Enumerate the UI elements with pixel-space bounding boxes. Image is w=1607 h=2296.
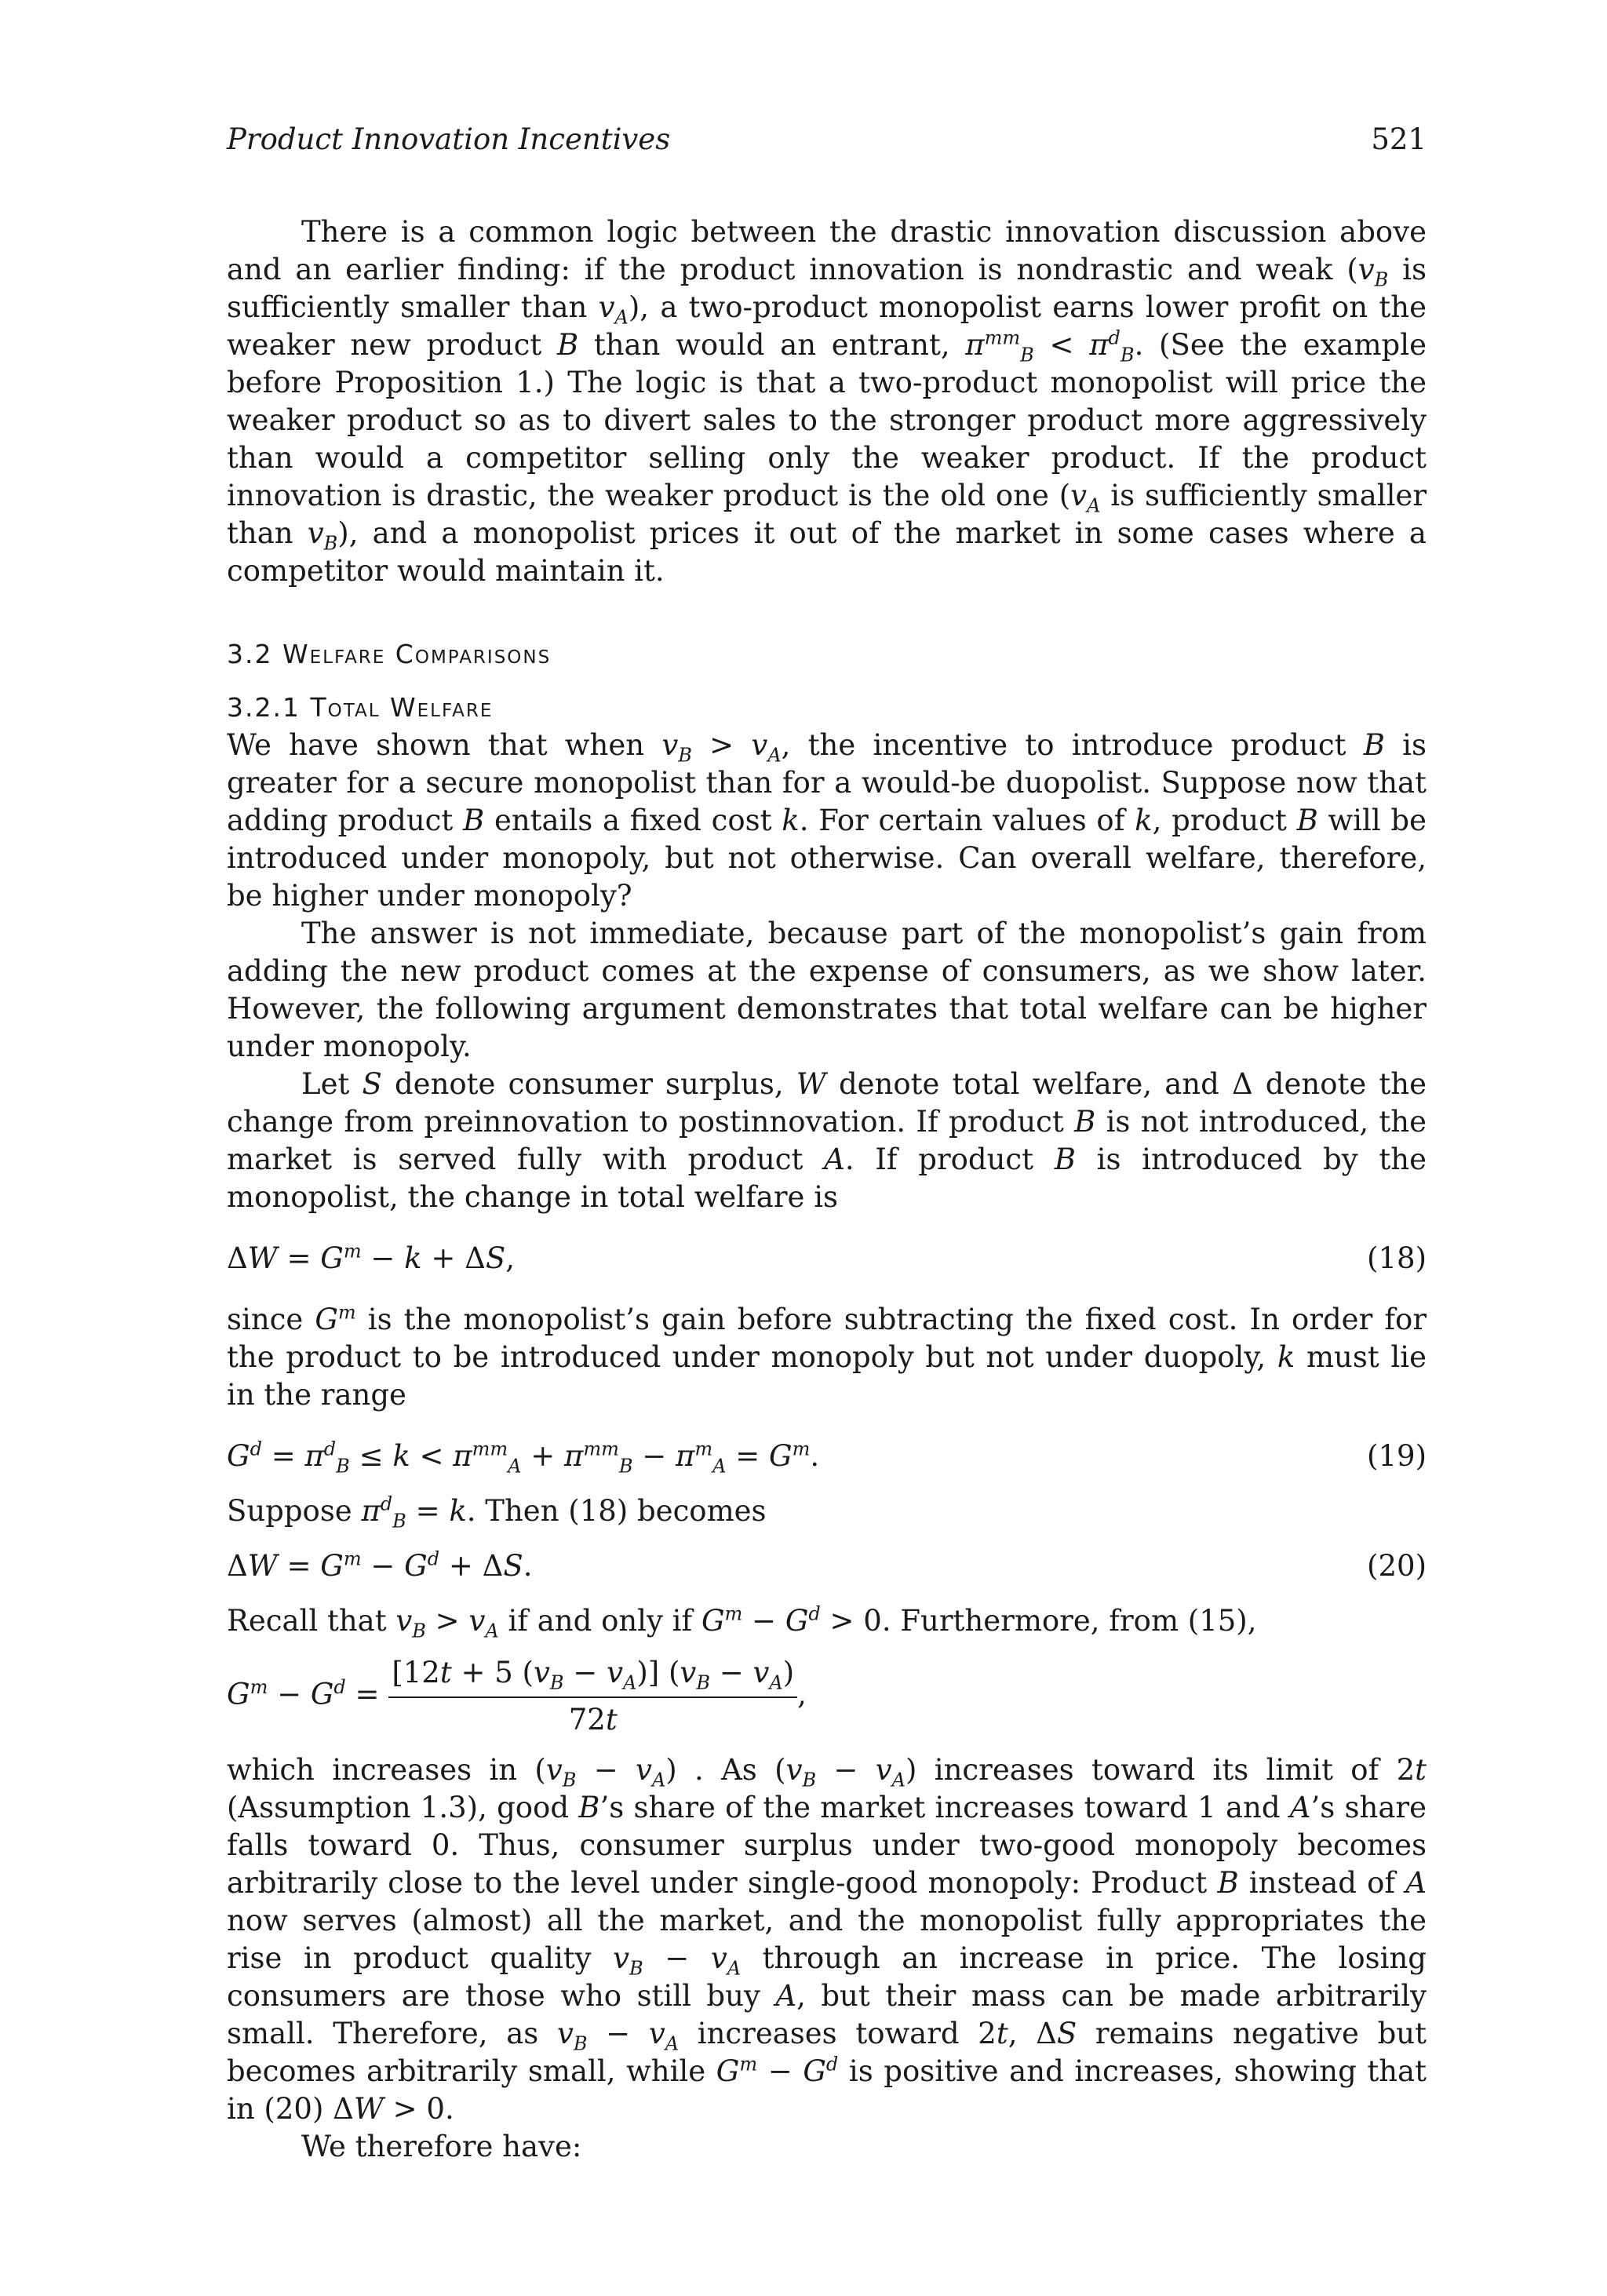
page-number: 521	[1371, 122, 1427, 156]
paragraph-definitions: Let S denote consumer surplus, W denote total welfare, and Δ denote the change from preinnovation to postinnovation. If product B is not introduced, the market is served fully with product A. If product B is introduced by the monopolist, the change in total welfare is	[227, 1067, 1427, 1214]
section-heading-3-2: 3.2 Welfare Comparisons	[227, 639, 552, 669]
paragraph-therefore: We therefore have:	[301, 2130, 582, 2163]
equation-number-19: (19)	[1367, 1439, 1427, 1473]
equation-number-18: (18)	[1367, 1241, 1427, 1275]
paragraph-answer: The answer is not immediate, because part of the monopolist’s gain from adding the new product comes at the expense of consumers, as we show later. However, the following argument demonstrates that total welfare can be higher under monopoly.	[227, 917, 1427, 1063]
body-text	[227, 213, 1427, 2166]
fraction: $\frac{[12t + 5 (v_B - v_A)] (v_B - v_A)}{72t}$	[388, 1654, 797, 1739]
running-title: Product Innovation Incentives	[227, 122, 671, 156]
equation-number-20: (20)	[1367, 1549, 1427, 1583]
section-heading-3-2-1: 3.2.1 Total Welfare	[227, 692, 494, 723]
paragraph-which-increases: which increases in $(v_B - v_A)$ . As $(v_B - v_A)$ increases toward its limit of 2t (Assumption 1.3), good B’s share of the market increases toward 1 and A’s share falls toward 0. Thus, consumer surplus under two-good monopoly becomes arbitrarily close to the level under single-good monopoly: Product B instead of A now serves (almost) all the market, and the monopolist fully appropriates the rise in product quality $v_B - v_A$ through an increase in price. The losing consumers are those who still buy A, but their mass can be made arbitrarily small. Therefore, as $v_B - v_A$ increases toward 2t, ΔS remains negative but becomes arbitrarily small, while $G^m - G^d$ is positive and increases, showing that in (20) ΔW > 0.	[227, 1753, 1427, 2126]
equation-gain-difference: $G^m - G^d$ = $\frac{[12t + 5 (v_B - v_A)] (v_B - v_A)}{72t}$ ,	[227, 1654, 1427, 1739]
paragraph-total-welfare-intro: We have shown that when $v_B > v_A$, the incentive to introduce product B is greater for a secure monopolist than for a would-be duopolist. Suppose now that adding product B entails a fixed cost k. For certain values of k, product B will be introduced under monopoly, but not otherwise. Can overall welfare, therefore, be higher under monopoly?	[227, 728, 1427, 913]
running-header	[227, 122, 1427, 156]
paragraph-suppose: Suppose $\pi^d_B = k$. Then (18) becomes	[227, 1492, 767, 1532]
equation-20: $\Delta W = G^m - G^d + \Delta S$. (20)	[227, 1547, 1427, 1585]
paragraph-since-gm: since $G^m$ is the monopolist’s gain before subtracting the fixed cost. In order for the product to be introduced under monopoly but not under duopoly, k must lie in the range	[227, 1301, 1427, 1412]
equation-18: $\Delta W = G^m - k + \Delta S$, (18)	[227, 1240, 1427, 1277]
equation-19: $G^d = \pi^d_B \le k < \pi^{mm}_A + \pi^{mm}_B - \pi^m_A = G^m$. (19)	[227, 1438, 1427, 1478]
paragraph-common-logic: There is a common logic between the drastic innovation discussion above and an earlier finding: if the product innovation is nondrastic and weak ($v_B$ is sufficiently smaller than $v_A$), a two-product monopolist earns lower profit on the weaker new product B than would an entrant, $\pi^{mm}_B < \pi^d_B$. (See the example before Proposition 1.) The logic is that a two-product monopolist will price the weaker product so as to divert sales to the stronger product more aggressively than would a competitor selling only the weaker product. If the product innovation is drastic, the weaker product is the old one ($v_A$ is sufficiently smaller than $v_B$), and a monopolist prices it out of the market in some cases where a competitor would maintain it.	[227, 215, 1427, 588]
paragraph-recall: Recall that $v_B > v_A$ if and only if $G^m - G^d > 0$. Furthermore, from (15),	[227, 1602, 1257, 1642]
